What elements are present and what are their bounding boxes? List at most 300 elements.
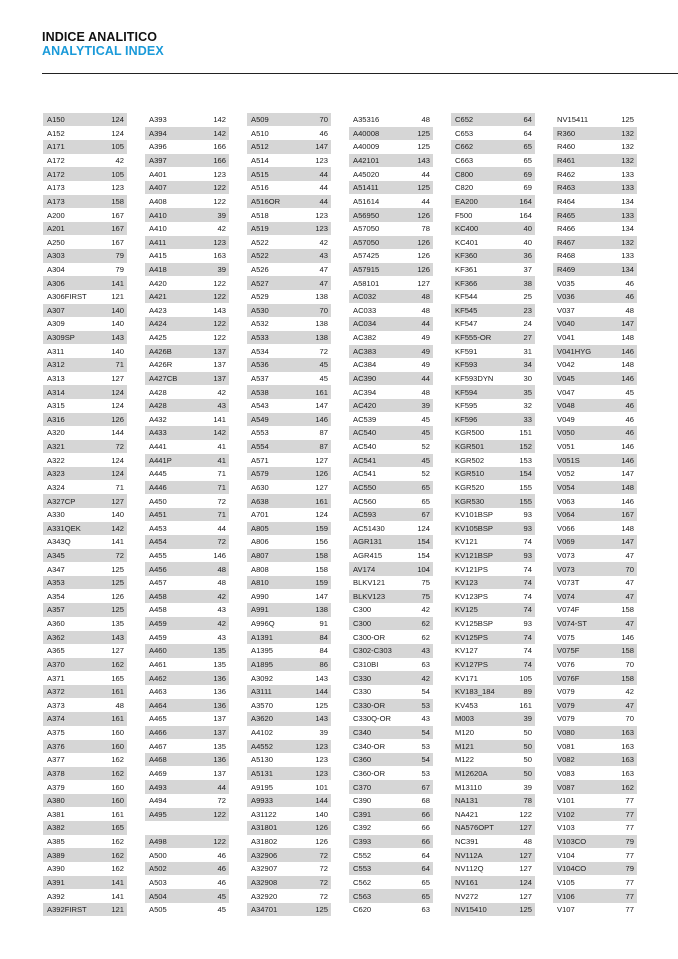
entry-code: A32908 bbox=[251, 877, 278, 887]
entry-page-number: 42 bbox=[319, 237, 328, 247]
index-entry bbox=[145, 154, 229, 167]
entry-code: V073 bbox=[557, 564, 575, 574]
entry-code: A31122 bbox=[251, 809, 277, 819]
index-entry bbox=[145, 317, 229, 330]
entry-code: A502 bbox=[149, 864, 167, 874]
index-entry bbox=[43, 113, 127, 126]
index-entry bbox=[43, 508, 127, 521]
index-entry bbox=[247, 876, 331, 889]
entry-page-number: 135 bbox=[213, 741, 226, 751]
entry-code: KF596 bbox=[455, 414, 478, 424]
entry-page-number: 160 bbox=[111, 728, 124, 738]
entry-page-number: 141 bbox=[111, 537, 124, 547]
entry-page-number: 48 bbox=[217, 564, 226, 574]
entry-page-number: 122 bbox=[213, 292, 226, 302]
index-entry bbox=[43, 712, 127, 725]
index-entry bbox=[247, 317, 331, 330]
entry-code: R465 bbox=[557, 210, 576, 220]
entry-page-number: 126 bbox=[417, 251, 430, 261]
index-entry bbox=[451, 835, 535, 848]
index-entry bbox=[145, 454, 229, 467]
entry-page-number: 43 bbox=[217, 605, 226, 615]
index-entry bbox=[451, 549, 535, 562]
entry-code: V049 bbox=[557, 414, 575, 424]
entry-code: KV125PS bbox=[455, 632, 488, 642]
entry-code: KV105BSP bbox=[455, 523, 493, 533]
entry-page-number: 125 bbox=[315, 905, 328, 915]
entry-page-number: 132 bbox=[621, 128, 634, 138]
index-entry bbox=[451, 154, 535, 167]
entry-code: A343Q bbox=[47, 537, 71, 547]
index-entry bbox=[247, 345, 331, 358]
entry-code: NA576OPT bbox=[455, 823, 494, 833]
entry-code: R468 bbox=[557, 251, 576, 261]
index-entry bbox=[247, 685, 331, 698]
entry-page-number: 127 bbox=[519, 850, 532, 860]
index-entry bbox=[247, 549, 331, 562]
entry-code: NV161 bbox=[455, 877, 479, 887]
entry-page-number: 72 bbox=[115, 442, 124, 452]
entry-page-number: 40 bbox=[523, 224, 532, 234]
entry-code: NV15410 bbox=[455, 905, 487, 915]
entry-page-number: 124 bbox=[417, 523, 430, 533]
index-entry bbox=[553, 372, 637, 385]
entry-code: A418 bbox=[149, 264, 167, 274]
entry-page-number: 122 bbox=[213, 196, 226, 206]
index-entry bbox=[553, 576, 637, 589]
entry-page-number: 77 bbox=[625, 850, 634, 860]
index-entry bbox=[553, 685, 637, 698]
index-entry bbox=[247, 208, 331, 221]
entry-page-number: 74 bbox=[523, 632, 532, 642]
entry-page-number: 105 bbox=[519, 673, 532, 683]
entry-code: A376 bbox=[47, 741, 65, 751]
entry-page-number: 75 bbox=[421, 578, 430, 588]
entry-code: A445 bbox=[149, 469, 167, 479]
entry-page-number: 46 bbox=[625, 414, 634, 424]
entry-code: A424 bbox=[149, 319, 167, 329]
entry-page-number: 162 bbox=[111, 768, 124, 778]
entry-page-number: 46 bbox=[625, 292, 634, 302]
entry-code: KV125BSP bbox=[455, 619, 493, 629]
entry-page-number: 125 bbox=[417, 183, 430, 193]
entry-page-number: 148 bbox=[621, 482, 634, 492]
index-entry bbox=[349, 467, 433, 480]
index-entry bbox=[451, 208, 535, 221]
entry-code: AC394 bbox=[353, 387, 377, 397]
entry-code: C652 bbox=[455, 115, 474, 125]
entry-page-number: 146 bbox=[621, 373, 634, 383]
entry-page-number: 40 bbox=[523, 237, 532, 247]
entry-page-number: 54 bbox=[421, 687, 430, 697]
entry-code: KGR500 bbox=[455, 428, 485, 438]
entry-page-number: 47 bbox=[625, 551, 634, 560]
entry-code: A426R bbox=[149, 360, 173, 370]
entry-page-number: 64 bbox=[421, 850, 430, 860]
entry-code: KF594 bbox=[455, 387, 478, 397]
entry-code: KV121BSP bbox=[455, 551, 493, 560]
index-entry bbox=[553, 671, 637, 684]
entry-page-number: 124 bbox=[111, 387, 124, 397]
entry-page-number: 53 bbox=[421, 700, 430, 710]
entry-page-number: 164 bbox=[519, 210, 532, 220]
entry-page-number: 122 bbox=[213, 278, 226, 288]
entry-page-number: 143 bbox=[213, 305, 226, 315]
entry-code: A57050 bbox=[353, 224, 380, 234]
index-entry bbox=[349, 780, 433, 793]
entry-code: M122 bbox=[455, 755, 474, 765]
entry-page-number: 65 bbox=[421, 891, 430, 901]
index-entry bbox=[145, 671, 229, 684]
index-entry bbox=[145, 208, 229, 221]
index-entry bbox=[451, 140, 535, 153]
entry-page-number: 72 bbox=[319, 864, 328, 874]
entry-code: NA421 bbox=[455, 809, 479, 819]
entry-page-number: 123 bbox=[315, 224, 328, 234]
index-entry bbox=[145, 195, 229, 208]
entry-page-number: 72 bbox=[319, 877, 328, 887]
entry-page-number: 146 bbox=[315, 414, 328, 424]
entry-page-number: 141 bbox=[111, 891, 124, 901]
entry-code: NV112Q bbox=[455, 864, 484, 874]
index-entry bbox=[247, 835, 331, 848]
entry-code: A360 bbox=[47, 619, 65, 629]
entry-page-number: 126 bbox=[315, 823, 328, 833]
index-entry bbox=[451, 794, 535, 807]
entry-code: V079 bbox=[557, 700, 575, 710]
entry-page-number: 158 bbox=[315, 551, 328, 560]
entry-page-number: 62 bbox=[421, 632, 430, 642]
entry-code: AC51430 bbox=[353, 523, 385, 533]
entry-page-number: 37 bbox=[523, 264, 532, 274]
index-entry bbox=[553, 603, 637, 616]
entry-page-number: 146 bbox=[621, 632, 634, 642]
entry-code: KF366 bbox=[455, 278, 478, 288]
index-entry bbox=[349, 236, 433, 249]
entry-page-number: 68 bbox=[421, 796, 430, 806]
entry-page-number: 146 bbox=[621, 455, 634, 465]
entry-page-number: 27 bbox=[523, 333, 532, 343]
index-entry bbox=[43, 740, 127, 753]
index-entry bbox=[349, 794, 433, 807]
index-entry bbox=[349, 140, 433, 153]
entry-code: A420 bbox=[149, 278, 167, 288]
index-entry bbox=[43, 304, 127, 317]
entry-code: KV127 bbox=[455, 646, 478, 656]
entry-page-number: 122 bbox=[213, 183, 226, 193]
entry-code: V079 bbox=[557, 714, 575, 724]
index-entry bbox=[553, 249, 637, 262]
entry-code: A316 bbox=[47, 414, 65, 424]
entry-code: V064 bbox=[557, 510, 575, 520]
index-entry bbox=[43, 167, 127, 180]
entry-code: V105 bbox=[557, 877, 575, 887]
entry-code: A529 bbox=[251, 292, 269, 302]
entry-page-number: 136 bbox=[213, 687, 226, 697]
entry-code: A57050 bbox=[353, 237, 380, 247]
entry-code: A5130 bbox=[251, 755, 273, 765]
entry-page-number: 125 bbox=[519, 905, 532, 915]
entry-code: A40009 bbox=[353, 142, 380, 152]
entry-code: A4102 bbox=[251, 728, 273, 738]
entry-code: A495 bbox=[149, 809, 167, 819]
entry-page-number: 72 bbox=[319, 850, 328, 860]
entry-page-number: 132 bbox=[621, 237, 634, 247]
entry-code: V106 bbox=[557, 891, 575, 901]
index-entry bbox=[43, 603, 127, 616]
entry-code: C300 bbox=[353, 619, 372, 629]
entry-page-number: 155 bbox=[519, 496, 532, 506]
entry-page-number: 52 bbox=[421, 469, 430, 479]
entry-page-number: 45 bbox=[421, 428, 430, 438]
index-entry bbox=[145, 549, 229, 562]
entry-code: V052 bbox=[557, 469, 575, 479]
index-entry bbox=[247, 276, 331, 289]
entry-code: A309SP bbox=[47, 333, 75, 343]
entry-page-number: 49 bbox=[421, 360, 430, 370]
entry-page-number: 126 bbox=[315, 837, 328, 847]
entry-page-number: 166 bbox=[213, 156, 226, 166]
entry-code: A365 bbox=[47, 646, 65, 656]
entry-page-number: 152 bbox=[519, 442, 532, 452]
entry-page-number: 39 bbox=[421, 401, 430, 411]
entry-page-number: 42 bbox=[421, 673, 430, 683]
entry-code: A45020 bbox=[353, 169, 380, 179]
entry-code: A171 bbox=[47, 142, 65, 152]
entry-code: A407 bbox=[149, 183, 167, 193]
entry-code: V104 bbox=[557, 850, 575, 860]
entry-code: A534 bbox=[251, 346, 269, 356]
entry-code: KV123PS bbox=[455, 591, 488, 601]
entry-page-number: 162 bbox=[111, 864, 124, 874]
index-entry bbox=[145, 236, 229, 249]
index-entry bbox=[553, 821, 637, 834]
entry-code: A201 bbox=[47, 224, 65, 234]
entry-code: A810 bbox=[251, 578, 269, 588]
entry-page-number: 70 bbox=[625, 714, 634, 724]
entry-code: A1391 bbox=[251, 632, 273, 642]
entry-page-number: 155 bbox=[519, 482, 532, 492]
entry-code: A549 bbox=[251, 414, 269, 424]
entry-code: A3570 bbox=[251, 700, 273, 710]
index-entry bbox=[349, 685, 433, 698]
entry-page-number: 70 bbox=[625, 564, 634, 574]
entry-page-number: 77 bbox=[625, 877, 634, 887]
entry-page-number: 147 bbox=[315, 591, 328, 601]
entry-page-number: 144 bbox=[315, 796, 328, 806]
entry-code: C563 bbox=[353, 891, 372, 901]
entry-page-number: 74 bbox=[523, 537, 532, 547]
entry-code: V103 bbox=[557, 823, 575, 833]
entry-code: A353 bbox=[47, 578, 65, 588]
index-entry bbox=[247, 481, 331, 494]
entry-page-number: 167 bbox=[111, 210, 124, 220]
entry-page-number: 70 bbox=[319, 115, 328, 125]
index-entry bbox=[43, 481, 127, 494]
entry-page-number: 77 bbox=[625, 809, 634, 819]
entry-code: NV272 bbox=[455, 891, 479, 901]
entry-code: A458 bbox=[149, 591, 167, 601]
entry-page-number: 123 bbox=[315, 741, 328, 751]
entry-code: C330 bbox=[353, 687, 372, 697]
entry-code: A425 bbox=[149, 333, 167, 343]
index-entry bbox=[247, 236, 331, 249]
index-entry bbox=[349, 821, 433, 834]
index-entry bbox=[43, 780, 127, 793]
entry-code: A392FIRST bbox=[47, 905, 87, 915]
entry-page-number: 45 bbox=[421, 455, 430, 465]
entry-page-number: 39 bbox=[523, 714, 532, 724]
index-entry bbox=[247, 808, 331, 821]
index-entry bbox=[451, 658, 535, 671]
index-entry bbox=[145, 835, 229, 848]
entry-page-number: 45 bbox=[319, 373, 328, 383]
index-entry bbox=[145, 522, 229, 535]
index-entry bbox=[553, 413, 637, 426]
entry-page-number: 34 bbox=[523, 360, 532, 370]
entry-page-number: 124 bbox=[111, 401, 124, 411]
index-entry bbox=[349, 426, 433, 439]
index-entry bbox=[553, 290, 637, 303]
entry-page-number: 143 bbox=[417, 156, 430, 166]
entry-page-number: 162 bbox=[621, 782, 634, 792]
index-entry bbox=[349, 562, 433, 575]
entry-code: KV121PS bbox=[455, 564, 488, 574]
entry-code: A494 bbox=[149, 796, 167, 806]
entry-page-number: 122 bbox=[519, 809, 532, 819]
entry-page-number: 127 bbox=[519, 823, 532, 833]
entry-page-number: 84 bbox=[319, 632, 328, 642]
index-entry bbox=[43, 549, 127, 562]
entry-code: V079 bbox=[557, 687, 575, 697]
index-entry bbox=[247, 358, 331, 371]
index-entry bbox=[145, 576, 229, 589]
index-entry bbox=[145, 767, 229, 780]
index-entry bbox=[43, 753, 127, 766]
entry-code: A375 bbox=[47, 728, 65, 738]
entry-code: A200 bbox=[47, 210, 65, 220]
index-entry bbox=[451, 522, 535, 535]
index-entry bbox=[43, 889, 127, 902]
entry-page-number: 162 bbox=[111, 837, 124, 847]
entry-page-number: 140 bbox=[111, 305, 124, 315]
entry-code: M003 bbox=[455, 714, 474, 724]
entry-code: V051S bbox=[557, 455, 580, 465]
index-entry bbox=[349, 399, 433, 412]
entry-code: A34701 bbox=[251, 905, 278, 915]
entry-code: A527 bbox=[251, 278, 269, 288]
entry-code: A391 bbox=[47, 877, 65, 887]
entry-page-number: 146 bbox=[621, 496, 634, 506]
entry-page-number: 127 bbox=[417, 278, 430, 288]
index-entry bbox=[553, 767, 637, 780]
entry-page-number: 138 bbox=[315, 319, 328, 329]
entry-code: A433 bbox=[149, 428, 167, 438]
index-entry bbox=[349, 671, 433, 684]
entry-code: A58101 bbox=[353, 278, 380, 288]
entry-page-number: 71 bbox=[217, 510, 226, 520]
entry-page-number: 77 bbox=[625, 905, 634, 915]
index-entry bbox=[451, 290, 535, 303]
index-entry bbox=[553, 808, 637, 821]
entry-code: A371 bbox=[47, 673, 65, 683]
entry-page-number: 161 bbox=[111, 687, 124, 697]
entry-code: A498 bbox=[149, 837, 167, 847]
entry-code: C391 bbox=[353, 809, 372, 819]
index-entry bbox=[553, 440, 637, 453]
index-entry bbox=[349, 835, 433, 848]
entry-page-number: 24 bbox=[523, 319, 532, 329]
entry-code: A313 bbox=[47, 373, 65, 383]
entry-page-number: 161 bbox=[315, 387, 328, 397]
entry-page-number: 63 bbox=[421, 905, 430, 915]
index-entry bbox=[247, 113, 331, 126]
entry-code: NA131 bbox=[455, 796, 479, 806]
entry-code: C300-OR bbox=[353, 632, 386, 642]
index-entry bbox=[553, 345, 637, 358]
index-entry bbox=[349, 454, 433, 467]
entry-code: KF361 bbox=[455, 264, 478, 274]
index-entry bbox=[145, 426, 229, 439]
entry-code: A503 bbox=[149, 877, 167, 887]
entry-page-number: 47 bbox=[625, 578, 634, 588]
index-entry bbox=[43, 576, 127, 589]
entry-page-number: 163 bbox=[621, 741, 634, 751]
entry-page-number: 42 bbox=[625, 687, 634, 697]
entry-code: V037 bbox=[557, 305, 575, 315]
entry-page-number: 93 bbox=[523, 619, 532, 629]
index-entry bbox=[247, 712, 331, 725]
index-entry bbox=[553, 358, 637, 371]
entry-code: V073T bbox=[557, 578, 580, 588]
entry-code: C662 bbox=[455, 142, 474, 152]
entry-page-number: 105 bbox=[111, 169, 124, 179]
index-entry bbox=[349, 808, 433, 821]
entry-page-number: 93 bbox=[523, 551, 532, 560]
entry-page-number: 136 bbox=[213, 673, 226, 683]
entry-code: AC541 bbox=[353, 455, 377, 465]
index-entry bbox=[43, 372, 127, 385]
entry-code: A500 bbox=[149, 850, 167, 860]
index-entry bbox=[43, 249, 127, 262]
entry-code: A322 bbox=[47, 455, 65, 465]
index-entry bbox=[553, 535, 637, 548]
entry-code: A9933 bbox=[251, 796, 273, 806]
entry-page-number: 72 bbox=[217, 496, 226, 506]
index-entry bbox=[553, 385, 637, 398]
entry-page-number: 41 bbox=[217, 442, 226, 452]
index-entry bbox=[553, 181, 637, 194]
entry-code: A392 bbox=[47, 891, 65, 901]
index-entry bbox=[451, 399, 535, 412]
entry-page-number: 79 bbox=[625, 864, 634, 874]
entry-page-number: 35 bbox=[523, 387, 532, 397]
entry-code: A323 bbox=[47, 469, 65, 479]
index-entry bbox=[43, 522, 127, 535]
entry-page-number: 163 bbox=[621, 728, 634, 738]
entry-page-number: 44 bbox=[319, 196, 328, 206]
entry-code: V047 bbox=[557, 387, 575, 397]
index-entry bbox=[553, 862, 637, 875]
index-entry bbox=[145, 276, 229, 289]
index-entry bbox=[145, 699, 229, 712]
index-entry bbox=[553, 481, 637, 494]
entry-code: A505 bbox=[149, 905, 167, 915]
index-entry bbox=[145, 876, 229, 889]
entry-code: V050 bbox=[557, 428, 575, 438]
entry-code: A459 bbox=[149, 619, 167, 629]
index-entry bbox=[43, 127, 127, 140]
